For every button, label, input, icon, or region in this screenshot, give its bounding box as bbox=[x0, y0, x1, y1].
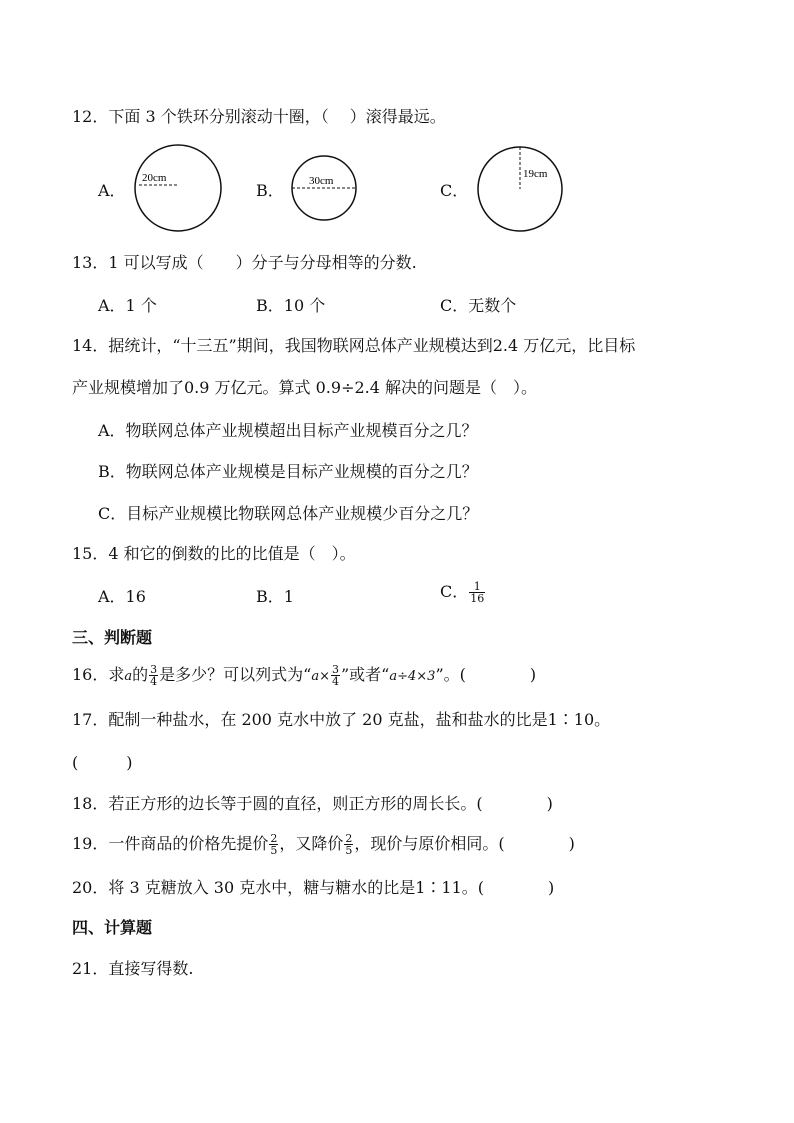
fraction-denominator: 5 bbox=[345, 844, 353, 857]
fraction-denominator: 5 bbox=[270, 844, 278, 857]
q19-part2: ，又降价 bbox=[279, 834, 344, 853]
question-19 bbox=[72, 833, 575, 856]
question-16 bbox=[72, 664, 536, 688]
q14-option-c: C．目标产业规模比物联网总体产业规模少百分之几？ bbox=[98, 504, 479, 523]
fraction-numerator: 2 bbox=[345, 832, 353, 845]
q12-circle-c-measure: 19cm bbox=[523, 168, 548, 180]
q12-option-b-label: B． bbox=[256, 181, 284, 200]
q19-part3: ，现价与原价相同。( ) bbox=[354, 834, 575, 853]
question-21: 21．直接写得数. bbox=[72, 959, 194, 978]
q16-fraction bbox=[149, 664, 158, 687]
q15-option-c-fraction bbox=[469, 581, 485, 604]
q12-circle-b bbox=[291, 156, 359, 224]
q12-circle-b-measure-text: 30cm bbox=[309, 175, 334, 187]
q16-part5: ”。( ) bbox=[435, 665, 537, 684]
fraction-denominator: 16 bbox=[470, 592, 485, 605]
q19-part1: 19．一件商品的价格先提价 bbox=[72, 834, 269, 853]
section-4-heading: 四、计算题 bbox=[72, 918, 153, 937]
question-13-stem: 13．1 可以写成（ ）分子与分母相等的分数. bbox=[72, 253, 417, 272]
q16-part2: 的 bbox=[132, 665, 149, 684]
q16-expr1: a× bbox=[311, 669, 330, 684]
question-17-line2: ( ) bbox=[72, 753, 133, 772]
q12-option-a-label: A． bbox=[98, 181, 126, 200]
q13-option-c: C．无数个 bbox=[440, 296, 517, 315]
question-20: 20．将 3 克糖放入 30 克水中，糖与糖水的比是1∶11。( ) bbox=[72, 878, 555, 897]
q13-option-b: B．10 个 bbox=[256, 296, 326, 315]
q12-option-c-label: C． bbox=[440, 181, 469, 200]
q15-option-a: A．16 bbox=[98, 587, 146, 606]
q14-option-b: B．物联网总体产业规模是目标产业规模的百分之几？ bbox=[98, 462, 478, 481]
q16-part4: ”或者“ bbox=[341, 665, 390, 684]
q16-expr2: a÷4×3 bbox=[389, 669, 436, 684]
fraction-numerator: 2 bbox=[270, 832, 278, 845]
fraction-denominator: 4 bbox=[150, 675, 158, 688]
question-18: 18．若正方形的边长等于圆的直径，则正方形的周长长。( ) bbox=[72, 794, 553, 813]
question-14-stem-line2: 产业规模增加了0.9 万亿元。算式 0.9÷2.4 解决的问题是（ ）。 bbox=[72, 378, 538, 397]
q14-option-a: A．物联网总体产业规模超出目标产业规模百分之几？ bbox=[98, 421, 478, 440]
question-17-line1: 17．配制一种盐水，在 200 克水中放了 20 克盐，盐和盐水的比是1∶10。 bbox=[72, 710, 611, 729]
q19-fraction-2 bbox=[344, 833, 353, 856]
question-12-stem: 12．下面 3 个铁环分别滚动十圈，（ ）滚得最远。 bbox=[72, 107, 446, 126]
q16-part1: 16．求 bbox=[72, 665, 125, 684]
section-3-heading: 三、判断题 bbox=[72, 628, 153, 647]
q13-option-a: A．1 个 bbox=[98, 296, 157, 315]
q15-option-c-label: C． bbox=[440, 582, 469, 601]
fraction-numerator: 3 bbox=[332, 663, 339, 676]
question-15-stem: 15．4 和它的倒数的比的比值是（ ）。 bbox=[72, 544, 356, 563]
q12-circle-a-measure: 20cm bbox=[142, 172, 167, 184]
q19-fraction-1 bbox=[269, 833, 278, 856]
q16-part3: 是多少？可以列式为“ bbox=[159, 665, 312, 684]
question-14-stem-line1: 14．据统计，“十三五”期间，我国物联网总体产业规模达到2.4 万亿元，比目标 bbox=[72, 336, 636, 355]
q15-option-b: B．1 bbox=[256, 587, 294, 606]
fraction-denominator: 4 bbox=[332, 675, 339, 688]
fraction-numerator: 1 bbox=[469, 581, 485, 593]
q12-circle-c bbox=[478, 146, 564, 232]
q16-expr1-fraction bbox=[331, 664, 340, 687]
fraction-numerator: 3 bbox=[150, 663, 158, 676]
q15-option-c bbox=[440, 581, 486, 604]
q16-variable: a bbox=[124, 669, 133, 684]
q12-circle-a bbox=[134, 145, 224, 235]
